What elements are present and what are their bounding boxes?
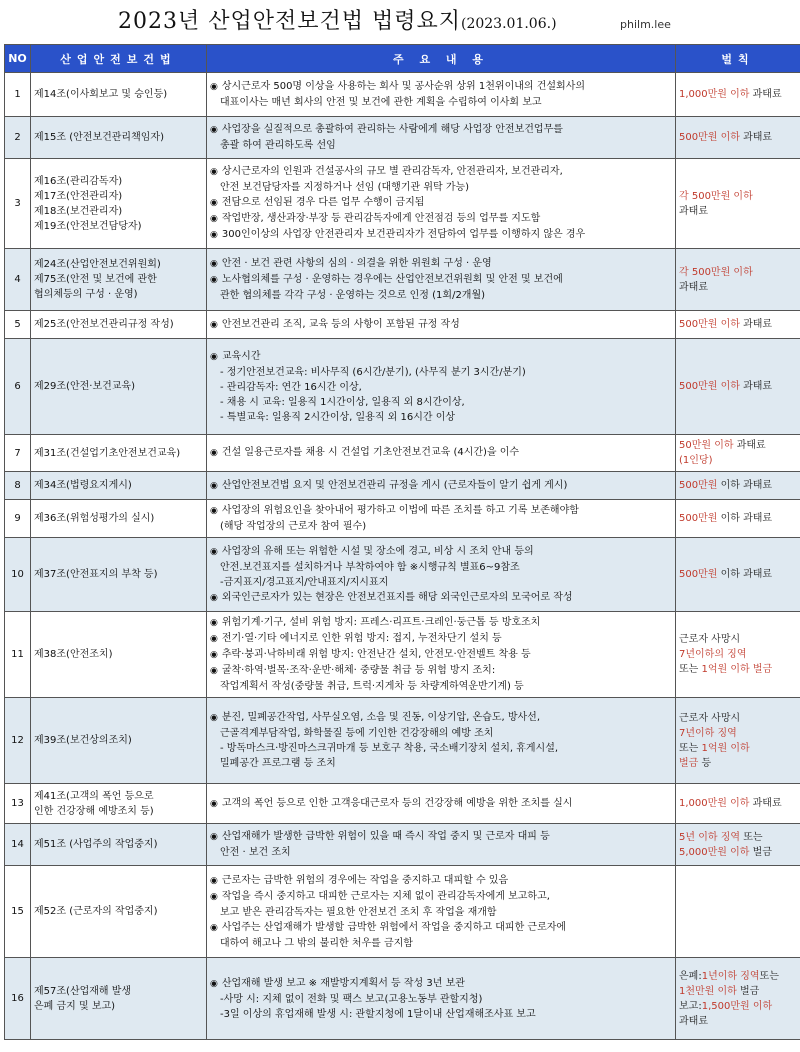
content-line: ◉ 추락·붕괴·낙하비래 위험 방지: 안전난간 설치, 안전모·안전벨트 착용 등	[210, 647, 672, 663]
penalty-text: 과태료	[739, 319, 773, 330]
law-article	[31, 472, 207, 500]
main-content	[207, 435, 676, 472]
penalty	[676, 866, 800, 958]
content-line: ◉ 작업을 즉시 중지하고 대피한 근로자는 지체 없이 관리감독자에게 보고하고,	[210, 889, 672, 905]
penalty-text: 이하 과태료	[717, 569, 773, 580]
row-number: 10	[5, 538, 31, 612]
main-content	[207, 538, 676, 612]
row-number: 6	[5, 339, 31, 435]
penalty-text: 이하 과태료	[717, 480, 773, 491]
penalty-amount: 1,500만원 이하	[701, 1000, 773, 1012]
table-row	[5, 958, 800, 1040]
penalty-text: 또는	[679, 742, 702, 754]
penalty-amount: 500만원	[679, 480, 718, 491]
title-date: (2023.01.06.)	[461, 16, 557, 32]
penalty	[676, 311, 800, 339]
law-article-line: 제25조(안전보건관리규정 작성)	[34, 319, 174, 330]
penalty-line	[679, 726, 797, 741]
content-line: 안전 · 보건 조치	[220, 847, 291, 858]
table-row	[5, 784, 800, 824]
header-law: 산업안전보건법	[31, 45, 207, 73]
content-line: ◉ 안전 · 보건 관련 사항의 심의 · 의결을 위한 위원회 구성 · 운영	[210, 256, 672, 272]
penalty-text: 과태료	[739, 381, 773, 392]
row-number: 9	[5, 500, 31, 538]
table-row	[5, 435, 800, 472]
penalty-text: 근로자 사망시	[679, 712, 741, 724]
penalty-amount: 500만원 이하	[679, 319, 740, 330]
content-line: ◉ 상시근로자의 인원과 건설공사의 규모 별 관리감독자, 안전관리자, 보건관리자,	[210, 164, 672, 180]
content-line: ◉ 건설 일용근로자를 채용 시 건설업 기초안전보건교육 (4시간)을 이수	[210, 445, 672, 461]
penalty-amount: 1억원 이하 벌금	[701, 664, 773, 675]
law-article-line: 제16조(관리감독자)	[34, 175, 123, 187]
main-content	[207, 958, 676, 1040]
penalty-line	[679, 1014, 797, 1029]
penalty	[676, 339, 800, 435]
penalty-line	[679, 999, 797, 1014]
penalty-line	[679, 453, 797, 468]
penalty-line	[679, 87, 797, 102]
row-number: 11	[5, 612, 31, 698]
law-article-line: 은폐 금지 및 보고)	[34, 1000, 116, 1012]
table-row	[5, 73, 800, 117]
penalty-amount: 5년 이하 징역	[679, 831, 741, 843]
table-header-row	[5, 45, 800, 73]
penalty-text: 이하 과태료	[717, 513, 773, 524]
penalty-text: 또는	[740, 831, 763, 843]
penalty-amount: 7년이하 징역	[679, 727, 737, 739]
penalty-line	[679, 511, 797, 526]
main-content	[207, 472, 676, 500]
row-number: 5	[5, 311, 31, 339]
penalty	[676, 117, 800, 159]
content-line: ◉ 산업재해 발생 보고 ※ 재발방지계획서 등 작성 3년 보관	[210, 976, 672, 992]
penalty-amount: 500만원	[679, 513, 718, 524]
row-number: 15	[5, 866, 31, 958]
penalty-text: 보고:	[679, 1000, 702, 1012]
law-article	[31, 784, 207, 824]
main-content	[207, 117, 676, 159]
main-content	[207, 866, 676, 958]
table-row	[5, 866, 800, 958]
content-line: ◉ 사업장의 위험요인을 찾아내어 평가하고 이법에 따른 조치를 하고 기록 보존해야함	[210, 503, 672, 519]
law-article-line: 제75조(안전 및 보건에 관한	[34, 274, 157, 285]
penalty-amount: 1년이하 징역	[701, 970, 760, 982]
table-row	[5, 538, 800, 612]
law-article	[31, 159, 207, 249]
penalty-amount: 7년이하의 징역	[679, 649, 747, 660]
law-article	[31, 866, 207, 958]
table-row	[5, 311, 800, 339]
penalty	[676, 698, 800, 784]
content-line: ◉ 작업반장, 생산과장·부장 등 관리감독자에게 안전점검 등의 업무를 지도함	[210, 211, 672, 227]
law-article	[31, 435, 207, 472]
law-article	[31, 538, 207, 612]
content-line: 작업계획서 작성(중량물 취급, 트럭·지게차 등 차량계하역운반기계) 등	[220, 681, 524, 692]
content-line: 보고 받은 관리감독자는 필요한 안전보건 조치 후 작업을 재개함	[220, 906, 497, 918]
penalty-line	[679, 438, 797, 453]
penalty	[676, 958, 800, 1040]
header-penalty: 벌칙	[676, 45, 800, 73]
main-content	[207, 73, 676, 117]
content-line: - 특별교육: 일용직 2시간이상, 일용직 외 16시간 이상	[220, 411, 456, 423]
content-line: ◉ 고객의 폭언 등으로 인한 고객응대근로자 등의 건강장해 예방을 위한 조치를 실시	[210, 796, 672, 812]
penalty-line	[679, 984, 797, 999]
table-row	[5, 472, 800, 500]
penalty-amount: 500만원 이하	[679, 132, 740, 143]
law-article-line: 제14조(이사회보고 및 승인등)	[34, 89, 168, 100]
law-article	[31, 824, 207, 866]
law-article	[31, 73, 207, 117]
main-content	[207, 612, 676, 698]
main-content	[207, 784, 676, 824]
penalty-amount: 50만원 이하	[679, 440, 734, 451]
main-content	[207, 824, 676, 866]
table-row	[5, 159, 800, 249]
content-line: 대하여 해고나 그 밖의 불리한 처우를 금지함	[220, 937, 413, 949]
penalty-line	[679, 317, 797, 332]
penalty-line	[679, 567, 797, 582]
penalty-line	[679, 845, 797, 860]
penalty-amount: 각 500만원 이하	[679, 190, 753, 202]
main-content	[207, 311, 676, 339]
penalty-line	[679, 265, 797, 280]
penalty-line	[679, 478, 797, 493]
law-summary-table	[4, 44, 800, 1040]
penalty-amount: 500만원	[679, 569, 718, 580]
row-number: 4	[5, 249, 31, 311]
content-line: - 정기안전보건교육: 비사무직 (6시간/분기), (사무직 분기 3시간/분기)	[220, 366, 526, 378]
law-article	[31, 311, 207, 339]
law-article-line: 제15조 (안전보건관리책임자)	[34, 132, 164, 143]
row-number: 1	[5, 73, 31, 117]
content-line: 관한 협의체를 각각 구성 · 운영하는 것으로 인정 (1회/2개월)	[220, 290, 486, 301]
law-article	[31, 339, 207, 435]
content-line: 총괄 하여 관리하도록 선임	[220, 140, 336, 151]
penalty-text: 근로자 사망시	[679, 634, 741, 645]
penalty-text: 과태료	[749, 798, 782, 809]
content-line: -금지표지/경고표지/안내표지/지시표지	[220, 576, 389, 588]
penalty	[676, 538, 800, 612]
penalty-text: 과태료	[739, 132, 773, 143]
penalty-line	[679, 379, 797, 394]
penalty	[676, 73, 800, 117]
penalty-amount: 1천만원 이하	[679, 985, 737, 997]
content-line: 안전.보건표지를 설치하거나 부착하여야 함 ※시행규칙 별표6~9참조	[220, 561, 520, 573]
content-line: ◉ 300인이상의 사업장 안전관리자 보건관리자가 전담하여 업무를 이행하지 않은 경우	[210, 227, 672, 243]
law-article	[31, 958, 207, 1040]
penalty-line	[679, 796, 797, 811]
content-line: ◉ 노사협의체를 구성 · 운영하는 경우에는 산업안전보건위원회 및 안전 및 보건에	[210, 272, 672, 288]
penalty-text: 등	[698, 757, 712, 769]
content-line: ◉ 근로자는 급박한 위험의 경우에는 작업을 중지하고 대피할 수 있음	[210, 873, 672, 889]
law-article	[31, 698, 207, 784]
content-line: ◉ 분진, 밀폐공간작업, 사무실오염, 소음 및 진동, 이상기압, 온습도, 방사선,	[210, 710, 672, 726]
law-article-line: 제51조 (사업주의 작업중지)	[34, 839, 158, 850]
penalty	[676, 612, 800, 698]
row-number: 12	[5, 698, 31, 784]
penalty-line	[679, 969, 797, 984]
penalty-line	[679, 280, 797, 295]
law-article-line: 제18조(보건관리자)	[34, 205, 123, 217]
main-content	[207, 698, 676, 784]
row-number: 8	[5, 472, 31, 500]
law-article	[31, 500, 207, 538]
content-line: -3일 이상의 휴업재해 발생 시: 관할지청에 1달이내 산업재해조사표 보고	[220, 1008, 536, 1020]
penalty-amount: 각 500만원 이하	[679, 266, 753, 278]
content-line: ◉ 상시근로자 500명 이상을 사용하는 회사 및 공사순위 상위 1천위이내의 건설회사의	[210, 79, 672, 95]
law-article-line: 제19조(안전보건담당자)	[34, 220, 142, 232]
penalty-amount: 벌금	[679, 757, 699, 769]
content-line: - 방독마스크·방진마스크귀마개 등 보호구 착용, 국소배기장치 설치, 휴게시설,	[220, 743, 559, 754]
content-line: - 채용 시 교육: 일용직 1시간이상, 일용직 외 8시간이상,	[220, 396, 465, 408]
penalty-text: 과태료	[679, 205, 708, 217]
law-article-line: 제17조(안전관리자)	[34, 190, 123, 202]
penalty-line	[679, 632, 797, 647]
penalty	[676, 784, 800, 824]
content-line: 근골격계부담작업, 화학물질 등에 기인한 건강장해의 예방 조치	[220, 728, 494, 739]
law-article-line: 제34조(법령요지게시)	[34, 480, 132, 491]
content-line: -사망 시: 지체 없이 전화 및 팩스 보고(고용노동부 관할지청)	[220, 993, 483, 1005]
penalty	[676, 159, 800, 249]
penalty	[676, 435, 800, 472]
penalty-text: 과태료	[679, 281, 708, 293]
row-number: 3	[5, 159, 31, 249]
table-row	[5, 249, 800, 311]
author-label: philm.lee	[620, 18, 671, 31]
penalty	[676, 249, 800, 311]
content-line: ◉ 외국인근로자가 있는 현장은 안전보건표지를 해당 외국인근로자의 모국어로 작성	[210, 590, 672, 606]
penalty	[676, 824, 800, 866]
penalty-line	[679, 662, 797, 677]
main-content	[207, 249, 676, 311]
law-article-line: 협의체등의 구성 · 운영)	[34, 289, 138, 300]
penalty-text: 은폐:	[679, 970, 702, 982]
penalty-amount: 1억원 이하	[701, 742, 750, 754]
table-row	[5, 117, 800, 159]
content-line: ◉ 안전보건관리 조직, 교육 등의 사항이 포함된 규정 작성	[210, 317, 672, 333]
table-row	[5, 612, 800, 698]
content-line: ◉ 산업안전보건법 요지 및 안전보건관리 규정을 게시 (근로자들이 알기 쉽게 게시)	[210, 478, 672, 494]
penalty-amount: 1,000만원 이하	[679, 798, 750, 809]
main-content	[207, 159, 676, 249]
law-article	[31, 117, 207, 159]
penalty-text: 또는	[759, 970, 779, 982]
law-article-line: 제41조(고객의 폭언 등으로	[34, 790, 154, 802]
penalty	[676, 472, 800, 500]
penalty-line	[679, 130, 797, 145]
content-line: ◉ 사업주는 산업재해가 발생할 급박한 위험에서 작업을 중지하고 대피한 근로자에	[210, 920, 672, 936]
law-article-line: 제52조 (근로자의 작업중지)	[34, 906, 158, 917]
document-header	[0, 0, 800, 44]
penalty-amount: 500만원 이하	[679, 381, 740, 392]
content-line: 안전 보건담당자를 지정하거나 선임 (대행기관 위탁 가능)	[220, 182, 470, 193]
penalty-text: 과태료	[749, 89, 782, 100]
row-number: 14	[5, 824, 31, 866]
content-line: (해당 작업장의 근로자 참여 필수)	[220, 521, 367, 532]
table-row	[5, 339, 800, 435]
content-line: ◉ 사업장의 유해 또는 위험한 시설 및 장소에 경고, 비상 시 조치 안내 등의	[210, 544, 672, 560]
table-row	[5, 698, 800, 784]
title-main: 2023년 산업안전보건법 법령요지	[118, 9, 461, 34]
penalty-amount: (1인당)	[679, 455, 713, 466]
row-number: 7	[5, 435, 31, 472]
penalty-text: 과태료	[679, 1015, 708, 1027]
header-no: NO	[5, 45, 31, 73]
content-line: ◉ 사업장을 실질적으로 총괄하여 관리하는 사람에게 해당 사업장 안전보건업무를	[210, 122, 672, 138]
penalty-line	[679, 830, 797, 845]
law-article-line: 인한 건강장해 예방조치 등)	[34, 805, 154, 817]
law-article-line: 제31조(건설업기초안전보건교육)	[34, 447, 181, 459]
penalty-line	[679, 711, 797, 726]
penalty	[676, 500, 800, 538]
row-number: 16	[5, 958, 31, 1040]
penalty-line	[679, 204, 797, 219]
content-line: - 관리감독자: 연간 16시간 이상,	[220, 381, 362, 393]
penalty-line	[679, 189, 797, 204]
penalty-text: 벌금	[736, 985, 760, 997]
row-number: 13	[5, 784, 31, 824]
row-number: 2	[5, 117, 31, 159]
content-line: ◉ 위험기계·기구, 설비 위험 방지: 프레스·리프트·크레인·둥근톱 등 방호조치	[210, 615, 672, 631]
page-title	[118, 4, 557, 35]
law-article-line: 제36조(위험성평가의 실시)	[34, 513, 155, 524]
content-line: ◉ 굴착·하역·벌목·조작·운반·해체· 중량물 취급 등 위험 방지 조치:	[210, 663, 672, 679]
law-article	[31, 249, 207, 311]
content-line: 밀폐공간 프로그램 등 조치	[220, 758, 336, 769]
main-content	[207, 500, 676, 538]
main-content	[207, 339, 676, 435]
law-article-line: 제57조(산업재해 발생	[34, 985, 132, 997]
penalty-text: 과태료	[733, 440, 766, 451]
penalty-amount: 5,000만원 이하	[679, 846, 750, 858]
table-row	[5, 824, 800, 866]
penalty-text: 벌금	[749, 846, 772, 858]
content-line: ◉ 교육시간	[210, 349, 672, 365]
penalty-line	[679, 741, 797, 756]
header-content: 주 요 내 용	[207, 45, 676, 73]
content-line: ◉ 전담으로 선임된 경우 다른 업무 수행이 금지됨	[210, 195, 672, 211]
penalty-amount: 1,000만원 이하	[679, 89, 750, 100]
law-article-line: 제29조(안전·보건교육)	[34, 381, 135, 392]
penalty-text: 또는	[679, 664, 702, 675]
table-body	[5, 73, 800, 1040]
content-line: ◉ 산업재해가 발생한 급박한 위험이 있을 때 즉시 작업 중지 및 근로자 대피 등	[210, 829, 672, 845]
law-article-line: 제38조(안전조치)	[34, 649, 113, 660]
law-article-line: 제37조(안전표지의 부착 등)	[34, 569, 158, 580]
table-row	[5, 500, 800, 538]
law-article-line: 제39조(보건상의조치)	[34, 735, 132, 746]
penalty-line	[679, 756, 797, 771]
law-article	[31, 612, 207, 698]
content-line: 대표이사는 매년 회사의 안전 및 보건에 관한 계획을 수립하여 이사회 보고	[220, 97, 542, 108]
law-article-line: 제24조(산업안전보건위원회)	[34, 259, 161, 270]
penalty-line	[679, 647, 797, 662]
content-line: ◉ 전기·열·기타 에너지로 인한 위험 방지: 접지, 누전차단기 설치 등	[210, 631, 672, 647]
